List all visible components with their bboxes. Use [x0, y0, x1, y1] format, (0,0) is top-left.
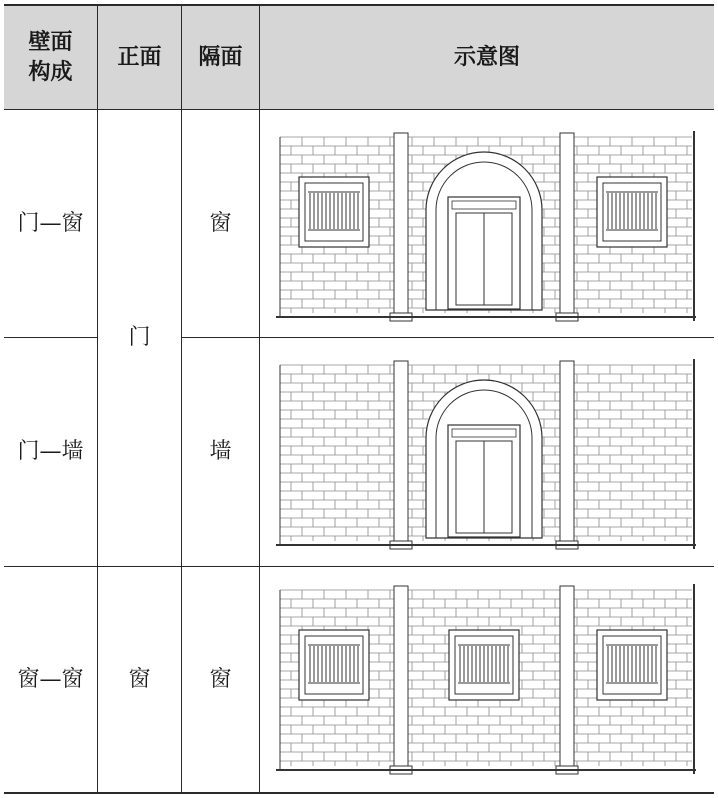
pilaster	[394, 361, 408, 543]
header-diagram: 示意图	[453, 43, 520, 70]
diagram-door-window	[272, 125, 702, 325]
table-bottom-rule	[4, 792, 714, 794]
header-opposite: 隔面	[198, 43, 243, 70]
pilaster	[394, 133, 408, 315]
column-rule-3	[259, 4, 260, 794]
row-3-front: 窗	[128, 666, 151, 692]
pilaster	[394, 586, 408, 768]
row-3-opposite: 窗	[209, 666, 232, 692]
row-2-opposite: 墙	[209, 439, 232, 464]
pilaster	[560, 133, 574, 315]
row-1-composition: 门—窗	[17, 210, 84, 236]
row-3-composition: 窗—窗	[17, 666, 84, 692]
diagram-window-window	[272, 578, 702, 778]
header-wall-composition	[4, 4, 97, 109]
header-front: 正面	[117, 43, 162, 70]
diagram-door-wall	[272, 353, 702, 553]
row-2-composition: 门—墙	[17, 439, 84, 464]
pilaster	[560, 586, 574, 768]
header-wall-composition-text: 壁面构成	[28, 28, 73, 85]
row-1-opposite: 窗	[209, 210, 232, 236]
pilaster	[560, 361, 574, 543]
merged-front-cell: 门	[128, 325, 151, 350]
row-rule-1b	[181, 337, 714, 338]
